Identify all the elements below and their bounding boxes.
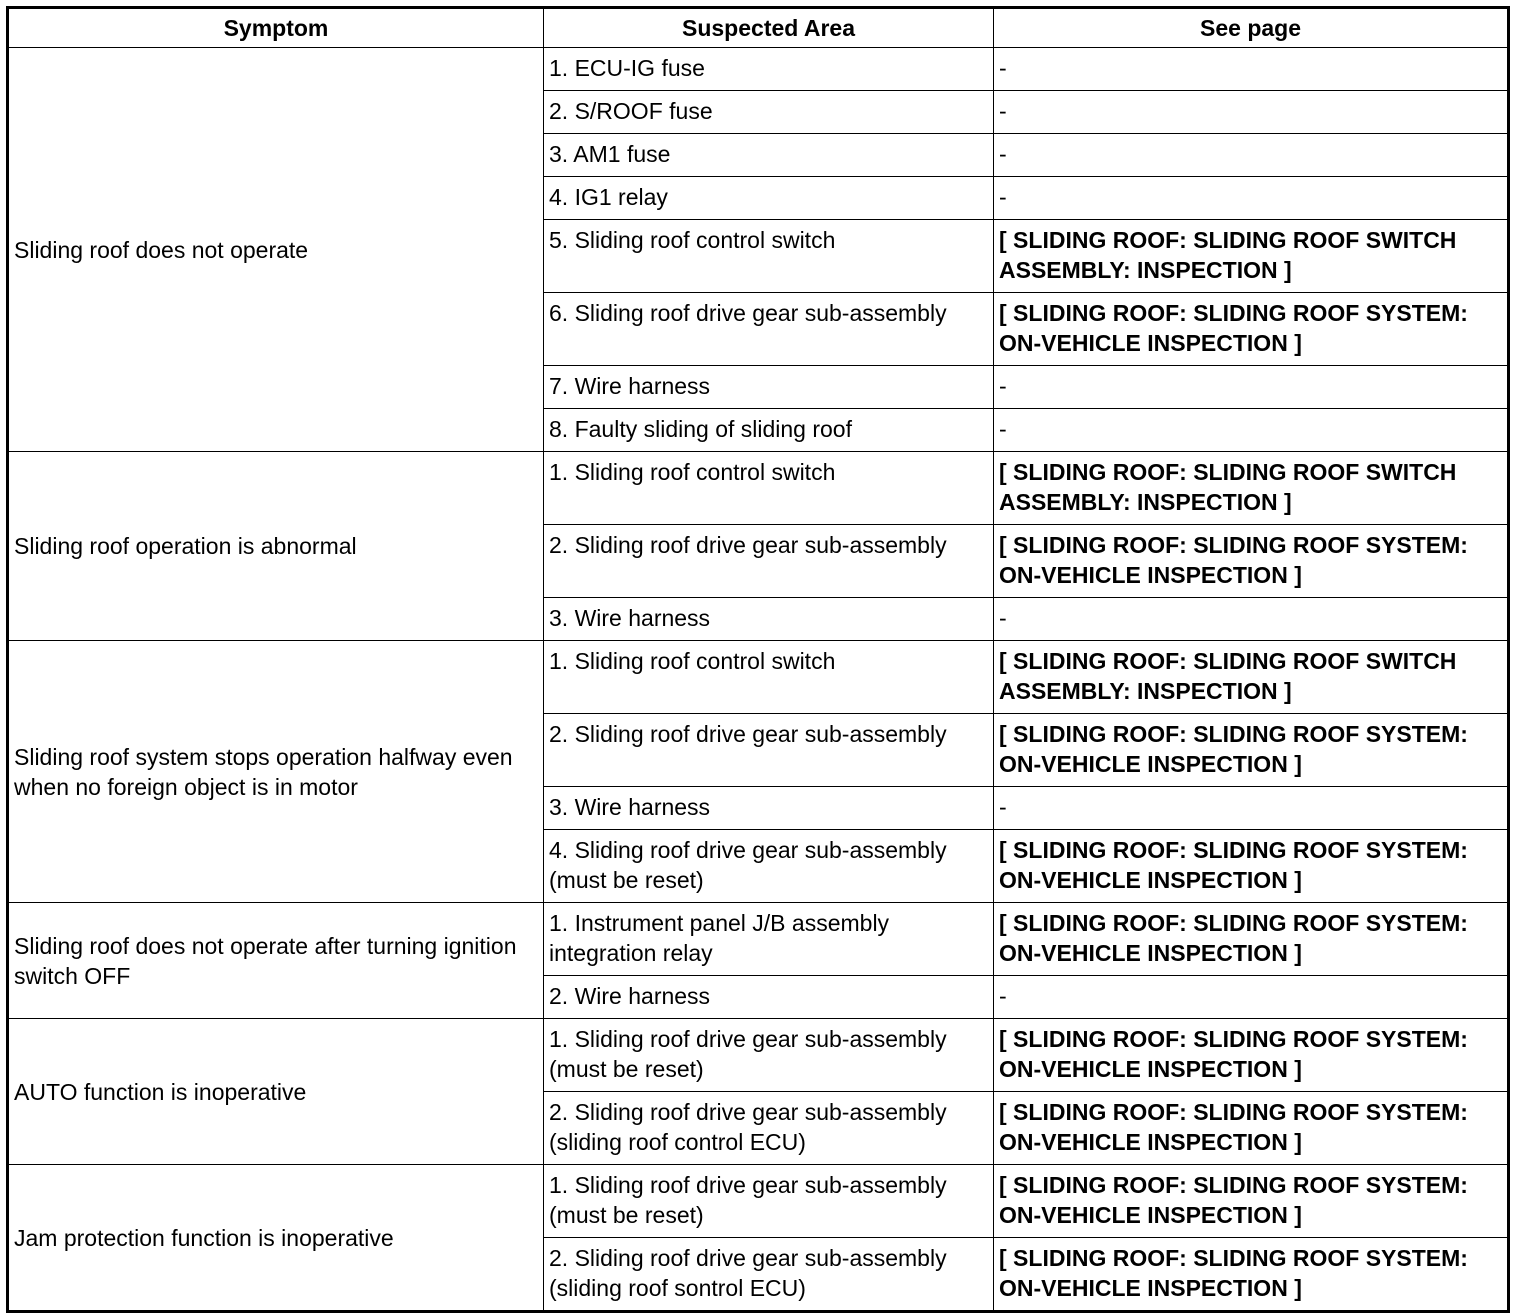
see-page-cell: - [994,409,1509,452]
see-page-cell: - [994,48,1509,91]
suspected-area-cell: 5. Sliding roof control switch [544,220,994,293]
see-page-reference[interactable]: [ SLIDING ROOF: SLIDING ROOF SYSTEM: ON-VEHICLE INSPECTION ] [994,903,1509,976]
suspected-area-cell: 1. Sliding roof drive gear sub-assembly (must be reset) [544,1019,994,1092]
suspected-area-cell: 2. Wire harness [544,976,994,1019]
suspected-area-cell: 2. Sliding roof drive gear sub-assembly [544,525,994,598]
suspected-area-cell: 6. Sliding roof drive gear sub-assembly [544,293,994,366]
symptom-cell: AUTO function is inoperative [8,1019,544,1165]
suspected-area-cell: 2. Sliding roof drive gear sub-assembly (sliding roof control ECU) [544,1092,994,1165]
see-page-cell: - [994,134,1509,177]
table-row [8,1019,1509,1092]
see-page-reference[interactable]: [ SLIDING ROOF: SLIDING ROOF SWITCH ASSEMBLY: INSPECTION ] [994,220,1509,293]
table-row [8,903,1509,976]
header-see-page: See page [994,8,1509,48]
see-page-reference[interactable]: [ SLIDING ROOF: SLIDING ROOF SYSTEM: ON-VEHICLE INSPECTION ] [994,1019,1509,1092]
see-page-cell: - [994,598,1509,641]
header-row [8,8,1509,48]
see-page-reference[interactable]: [ SLIDING ROOF: SLIDING ROOF SYSTEM: ON-VEHICLE INSPECTION ] [994,293,1509,366]
see-page-reference[interactable]: [ SLIDING ROOF: SLIDING ROOF SYSTEM: ON-VEHICLE INSPECTION ] [994,525,1509,598]
problem-symptoms-table [6,6,1510,1313]
see-page-reference[interactable]: [ SLIDING ROOF: SLIDING ROOF SYSTEM: ON-VEHICLE INSPECTION ] [994,1238,1509,1312]
suspected-area-cell: 8. Faulty sliding of sliding roof [544,409,994,452]
suspected-area-cell: 1. Sliding roof control switch [544,452,994,525]
symptom-cell: Jam protection function is inoperative [8,1165,544,1312]
symptom-cell: Sliding roof does not operate after turning ignition switch OFF [8,903,544,1019]
suspected-area-cell: 1. Instrument panel J/B assembly integration relay [544,903,994,976]
suspected-area-cell: 4. Sliding roof drive gear sub-assembly (must be reset) [544,830,994,903]
suspected-area-cell: 7. Wire harness [544,366,994,409]
suspected-area-cell: 2. Sliding roof drive gear sub-assembly [544,714,994,787]
see-page-reference[interactable]: [ SLIDING ROOF: SLIDING ROOF SYSTEM: ON-VEHICLE INSPECTION ] [994,714,1509,787]
suspected-area-cell: 1. Sliding roof drive gear sub-assembly (must be reset) [544,1165,994,1238]
table-row [8,452,1509,525]
see-page-reference[interactable]: [ SLIDING ROOF: SLIDING ROOF SWITCH ASSEMBLY: INSPECTION ] [994,641,1509,714]
table-body [8,48,1509,1312]
header-symptom: Symptom [8,8,544,48]
suspected-area-cell: 3. Wire harness [544,598,994,641]
suspected-area-cell: 1. Sliding roof control switch [544,641,994,714]
see-page-reference[interactable]: [ SLIDING ROOF: SLIDING ROOF SYSTEM: ON-VEHICLE INSPECTION ] [994,830,1509,903]
see-page-cell: - [994,91,1509,134]
suspected-area-cell: 2. Sliding roof drive gear sub-assembly (sliding roof sontrol ECU) [544,1238,994,1312]
see-page-reference[interactable]: [ SLIDING ROOF: SLIDING ROOF SYSTEM: ON-VEHICLE INSPECTION ] [994,1092,1509,1165]
suspected-area-cell: 2. S/ROOF fuse [544,91,994,134]
suspected-area-cell: 3. Wire harness [544,787,994,830]
table-row [8,48,1509,91]
table-row [8,1165,1509,1238]
symptom-cell: Sliding roof system stops operation halfway even when no foreign object is in motor [8,641,544,903]
see-page-reference[interactable]: [ SLIDING ROOF: SLIDING ROOF SYSTEM: ON-VEHICLE INSPECTION ] [994,1165,1509,1238]
header-suspected-area: Suspected Area [544,8,994,48]
symptom-cell: Sliding roof operation is abnormal [8,452,544,641]
suspected-area-cell: 3. AM1 fuse [544,134,994,177]
see-page-cell: - [994,976,1509,1019]
suspected-area-cell: 1. ECU-IG fuse [544,48,994,91]
symptom-cell: Sliding roof does not operate [8,48,544,452]
see-page-reference[interactable]: [ SLIDING ROOF: SLIDING ROOF SWITCH ASSEMBLY: INSPECTION ] [994,452,1509,525]
see-page-cell: - [994,366,1509,409]
see-page-cell: - [994,177,1509,220]
suspected-area-cell: 4. IG1 relay [544,177,994,220]
table-row [8,641,1509,714]
see-page-cell: - [994,787,1509,830]
